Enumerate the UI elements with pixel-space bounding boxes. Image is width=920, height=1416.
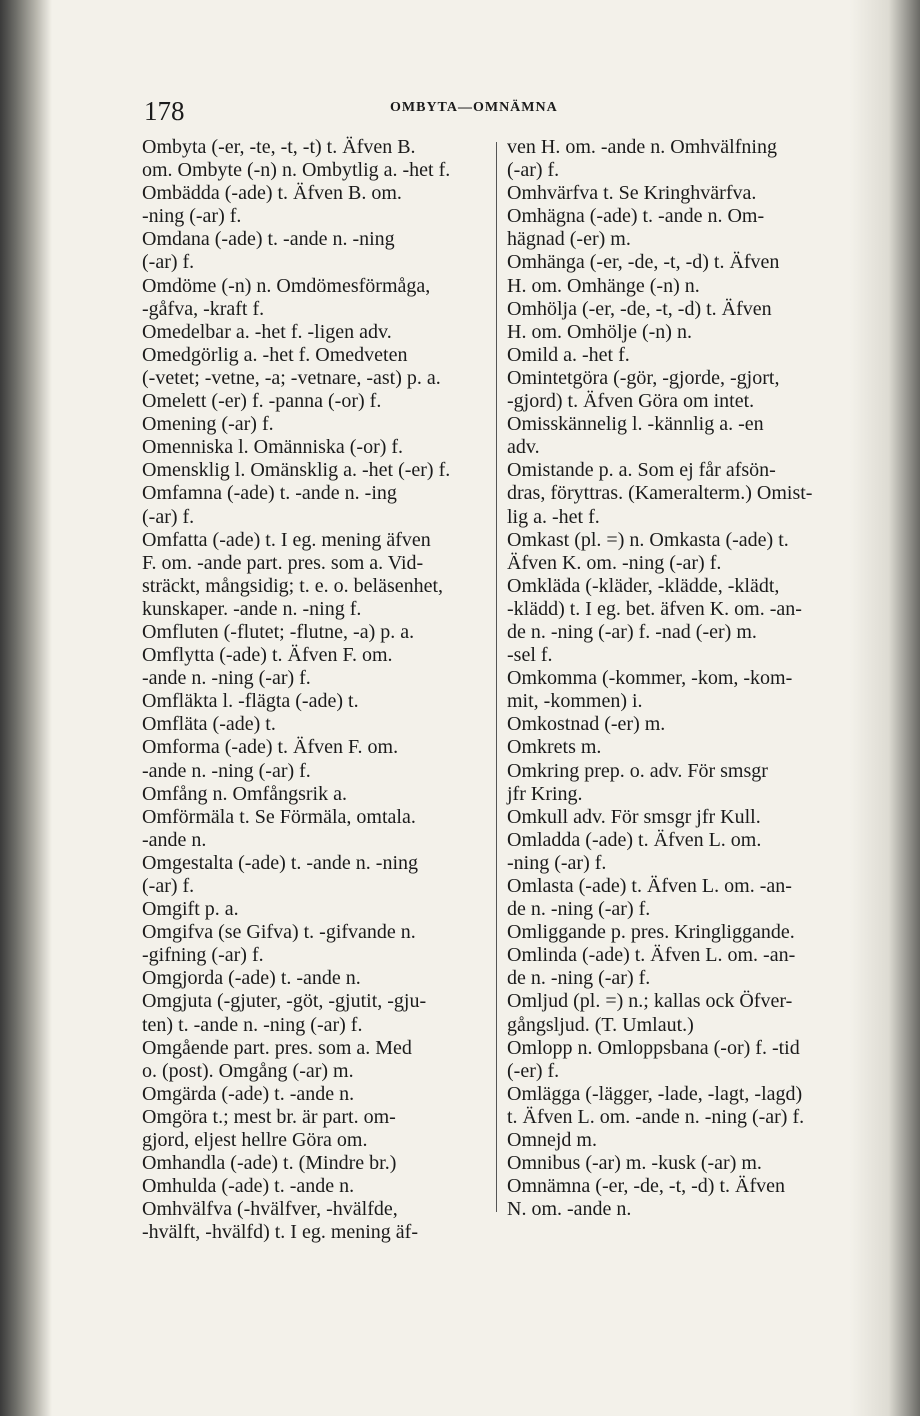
dictionary-line: dras, föryttras. (Kameralterm.) Omist- — [507, 482, 813, 505]
dictionary-line: Omgift p. a. — [142, 898, 239, 921]
dictionary-line: Omgöra t.; mest br. är part. om- — [142, 1105, 396, 1128]
dictionary-line: -ande n. — [142, 828, 207, 851]
dictionary-line: H. om. Omhölje (-n) n. — [507, 320, 692, 343]
dictionary-line: Omhandla (-ade) t. (Mindre br.) — [142, 1152, 397, 1175]
dictionary-line: Ombyta (-er, -te, -t, -t) t. Äfven B. — [142, 136, 416, 158]
dictionary-line: Omnibus (-ar) m. -kusk (-ar) m. — [507, 1152, 762, 1175]
dictionary-line: Omfamna (-ade) t. -ande n. -ing — [142, 482, 397, 505]
dictionary-line: -gifning (-ar) f. — [142, 944, 264, 967]
dictionary-line: Omild a. -het f. — [507, 343, 630, 366]
dictionary-line: Omfluten (-flutet; -flutne, -a) p. a. — [142, 620, 415, 643]
dictionary-line: de n. -ning (-ar) f. — [507, 898, 651, 921]
dictionary-line: de n. -ning (-ar) f. — [507, 967, 651, 990]
dictionary-line: Omnejd m. — [507, 1129, 597, 1152]
dictionary-line: Omgående part. pres. som a. Med — [142, 1036, 412, 1059]
dictionary-line: Omedelbar a. -het f. -ligen adv. — [142, 320, 392, 343]
dictionary-line: ven H. om. -ande n. Omhvälfning — [507, 136, 777, 158]
dictionary-line: Omedgörlig a. -het f. Omedveten — [142, 343, 408, 366]
dictionary-line: Omfatta (-ade) t. I eg. mening äfven — [142, 528, 431, 551]
running-head: OMBYTA—OMNÄMNA — [390, 100, 558, 115]
book-binding-shadow — [0, 0, 52, 1416]
dictionary-line: Omkull adv. För smsgr jfr Kull. — [507, 805, 761, 828]
dictionary-line: Omlägga (-lägger, -lade, -lagt, -lagd) — [507, 1082, 803, 1105]
dictionary-line: Omkrets m. — [507, 736, 602, 759]
dictionary-line: mit, -kommen) i. — [507, 690, 643, 713]
dictionary-line: -ande n. -ning (-ar) f. — [142, 759, 311, 782]
dictionary-line: Omkring prep. o. adv. För smsgr — [507, 759, 768, 782]
dictionary-line: Omhänga (-er, -de, -t, -d) t. Äfven — [507, 251, 780, 274]
dictionary-line: Omlopp n. Omloppsbana (-or) f. -tid — [507, 1036, 800, 1059]
dictionary-line: Ombädda (-ade) t. Äfven B. om. — [142, 182, 402, 205]
dictionary-line: Omljud (pl. =) n.; kallas ock Öfver- — [507, 990, 793, 1013]
dictionary-line: (-ar) f. — [142, 505, 195, 528]
page-number: 178 — [144, 96, 185, 126]
dictionary-line: (-er) f. — [507, 1059, 560, 1082]
dictionary-line: (-ar) f. — [142, 251, 195, 274]
dictionary-line: Omhvälfva (-hvälfver, -hvälfde, — [142, 1198, 398, 1221]
dictionary-line: Omgärda (-ade) t. -ande n. — [142, 1082, 355, 1105]
left-column — [142, 136, 490, 1245]
dictionary-line: Omfläta (-ade) t. — [142, 713, 276, 736]
dictionary-line: Omliggande p. pres. Kringliggande. — [507, 921, 795, 944]
dictionary-line: Omkostnad (-er) m. — [507, 713, 666, 736]
dictionary-line: jfr Kring. — [507, 782, 583, 805]
dictionary-line: Omhulda (-ade) t. -ande n. — [142, 1175, 355, 1198]
dictionary-line: -ning (-ar) f. — [507, 851, 607, 874]
dictionary-line: hägnad (-er) m. — [507, 228, 631, 251]
dictionary-line: F. om. -ande part. pres. som a. Vid- — [142, 551, 424, 574]
dictionary-line: gångsljud. (T. Umlaut.) — [507, 1013, 694, 1036]
dictionary-line: Omhvärfva t. Se Kringhvärfva. — [507, 182, 757, 205]
dictionary-line: Omdana (-ade) t. -ande n. -ning — [142, 228, 395, 251]
dictionary-line: Omgestalta (-ade) t. -ande n. -ning — [142, 851, 419, 874]
column-divider — [496, 142, 497, 1212]
dictionary-line: Omflytta (-ade) t. Äfven F. om. — [142, 644, 393, 667]
dictionary-line: Omgjorda (-ade) t. -ande n. — [142, 967, 361, 990]
dictionary-line: (-ar) f. — [142, 875, 195, 897]
dictionary-line: Omfång n. Omfångsrik a. — [142, 782, 347, 805]
dictionary-line: gjord, eljest hellre Göra om. — [142, 1129, 368, 1152]
dictionary-line: adv. — [507, 436, 540, 459]
dictionary-line: Omnämna (-er, -de, -t, -d) t. Äfven — [507, 1175, 785, 1198]
dictionary-line: Omisskännelig l. -kännlig a. -en — [507, 413, 764, 436]
dictionary-line: Omkläda (-kläder, -klädde, -klädt, — [507, 574, 780, 597]
dictionary-line: Omgifva (se Gifva) t. -gifvande n. — [142, 921, 416, 944]
dictionary-line: Omlinda (-ade) t. Äfven L. om. -an- — [507, 944, 796, 967]
dictionary-line: ten) t. -ande n. -ning (-ar) f. — [142, 1013, 363, 1036]
dictionary-line: (-ar) f. — [507, 159, 560, 182]
dictionary-line: (-vetet; -vetne, -a; -vetnare, -ast) p. a. — [142, 366, 441, 389]
dictionary-line: lig a. -het f. — [507, 505, 600, 528]
dictionary-line: Omforma (-ade) t. Äfven F. om. — [142, 736, 399, 759]
right-column — [507, 136, 863, 1221]
dictionary-line: Omlasta (-ade) t. Äfven L. om. -an- — [507, 875, 792, 897]
dictionary-line: Omhägna (-ade) t. -ande n. Om- — [507, 205, 765, 228]
dictionary-line: -hvälft, -hvälfd) t. I eg. mening äf- — [142, 1221, 419, 1244]
dictionary-line: Äfven K. om. -ning (-ar) f. — [507, 551, 722, 574]
dictionary-line: -ande n. -ning (-ar) f. — [142, 667, 311, 690]
dictionary-line: Omkomma (-kommer, -kom, -kom- — [507, 667, 793, 690]
dictionary-line: Omhölja (-er, -de, -t, -d) t. Äfven — [507, 297, 772, 320]
dictionary-line: t. Äfven L. om. -ande n. -ning (-ar) f. — [507, 1105, 805, 1128]
dictionary-line: Omfläkta l. -flägta (-ade) t. — [142, 690, 359, 713]
dictionary-line: Omintetgöra (-gör, -gjorde, -gjort, — [507, 366, 780, 389]
dictionary-line: sträckt, mångsidig; t. e. o. beläsenhet, — [142, 574, 444, 597]
dictionary-line: Omdöme (-n) n. Omdömesförmåga, — [142, 274, 431, 297]
dictionary-line: Omkast (pl. =) n. Omkasta (-ade) t. — [507, 528, 789, 551]
dictionary-line: -klädd) t. I eg. bet. äfven K. om. -an- — [507, 597, 802, 620]
dictionary-line: Omgjuta (-gjuter, -göt, -gjutit, -gju- — [142, 990, 427, 1013]
dictionary-line: Omistande p. a. Som ej får afsön- — [507, 459, 776, 482]
dictionary-line: Omelett (-er) f. -panna (-or) f. — [142, 390, 382, 413]
dictionary-line: N. om. -ande n. — [507, 1198, 632, 1221]
dictionary-line: Omensklig l. Omänsklig a. -het (-er) f. — [142, 459, 451, 482]
dictionary-line: Omenniska l. Omänniska (-or) f. — [142, 436, 404, 459]
dictionary-line: -ning (-ar) f. — [142, 205, 242, 228]
dictionary-line: Omförmäla t. Se Förmäla, omtala. — [142, 805, 416, 828]
dictionary-line: om. Ombyte (-n) n. Ombytlig a. -het f. — [142, 159, 451, 182]
dictionary-line: Omladda (-ade) t. Äfven L. om. — [507, 828, 762, 851]
dictionary-line: H. om. Omhänge (-n) n. — [507, 274, 700, 297]
dictionary-line: Omening (-ar) f. — [142, 413, 274, 436]
dictionary-line: -sel f. — [507, 644, 553, 667]
dictionary-line: kunskaper. -ande n. -ning f. — [142, 597, 362, 620]
dictionary-line: -gåfva, -kraft f. — [142, 297, 265, 320]
dictionary-line: de n. -ning (-ar) f. -nad (-er) m. — [507, 620, 757, 643]
dictionary-line: o. (post). Omgång (-ar) m. — [142, 1059, 354, 1082]
dictionary-line: -gjord) t. Äfven Göra om intet. — [507, 390, 755, 413]
